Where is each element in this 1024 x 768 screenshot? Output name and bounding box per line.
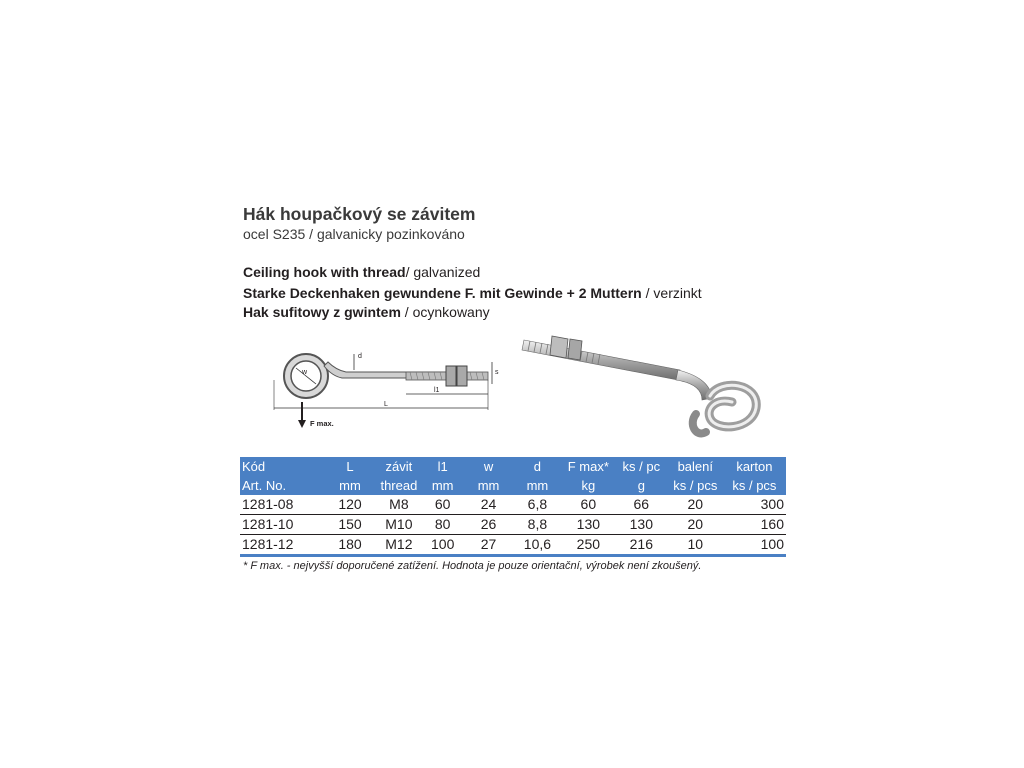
description-en xyxy=(243,264,480,280)
table-cell: 130 xyxy=(615,515,668,535)
table-cell: 150 xyxy=(324,515,377,535)
label-fmax: F max. xyxy=(310,419,334,428)
header-cell: karton xyxy=(723,457,786,476)
table-cell: 10 xyxy=(668,535,723,556)
nut-1 xyxy=(446,366,456,386)
table-cell: 24 xyxy=(464,495,513,515)
photo-rod xyxy=(522,340,680,380)
table-cell: 130 xyxy=(562,515,615,535)
table-cell: 120 xyxy=(324,495,377,515)
table-cell: M12 xyxy=(376,535,421,556)
table-cell: 20 xyxy=(668,495,723,515)
table-cell: 1281-10 xyxy=(240,515,324,535)
description-en-bold: Ceiling hook with thread xyxy=(243,264,406,280)
photo-nut-1 xyxy=(550,336,568,358)
header-cell: L xyxy=(324,457,377,476)
label-w: w xyxy=(302,369,308,376)
photo-nut-2 xyxy=(568,339,582,360)
header-cell: mm xyxy=(324,476,377,495)
label-d: d xyxy=(358,353,362,360)
table-cell: 180 xyxy=(324,535,377,556)
header-cell: kg xyxy=(562,476,615,495)
table-cell: 80 xyxy=(421,515,464,535)
table-cell: 66 xyxy=(615,495,668,515)
table-cell: 26 xyxy=(464,515,513,535)
table-cell: 100 xyxy=(421,535,464,556)
table-header-row-2 xyxy=(240,476,786,495)
header-cell: d xyxy=(513,457,562,476)
description-en-rest: / galvanized xyxy=(405,264,481,280)
table-row xyxy=(240,495,786,515)
header-cell: závit xyxy=(376,457,421,476)
table-cell: 60 xyxy=(562,495,615,515)
hook-product-photo xyxy=(520,328,790,448)
table-cell: 1281-08 xyxy=(240,495,324,515)
footnote: * F max. - nejvyšší doporučené zatížení. Hodnota je pouze orientační, výrobek není zkoušený. xyxy=(243,560,702,572)
table-cell: 216 xyxy=(615,535,668,556)
label-L: L xyxy=(384,401,388,408)
header-cell: balení xyxy=(668,457,723,476)
table-cell: 300 xyxy=(723,495,786,515)
table-cell: 10,6 xyxy=(513,535,562,556)
table-cell: M8 xyxy=(376,495,421,515)
label-l1: l1 xyxy=(434,387,440,394)
header-cell: mm xyxy=(464,476,513,495)
table-row xyxy=(240,515,786,535)
table-cell: 60 xyxy=(421,495,464,515)
description-pl-bold: Hak sufitowy z gwintem xyxy=(243,304,401,320)
header-cell: Kód xyxy=(240,457,324,476)
table-cell: 160 xyxy=(723,515,786,535)
photo-hook-tail xyxy=(693,414,706,433)
header-cell: mm xyxy=(513,476,562,495)
description-de-rest: / verzinkt xyxy=(641,285,702,301)
nut-2 xyxy=(457,366,467,386)
table-cell: 20 xyxy=(668,515,723,535)
table-cell: 6,8 xyxy=(513,495,562,515)
header-cell: F max* xyxy=(562,457,615,476)
product-title: Hák houpačkový se závitem xyxy=(243,204,476,224)
table-row xyxy=(240,535,786,556)
table-cell: 100 xyxy=(723,535,786,556)
header-cell: Art. No. xyxy=(240,476,324,495)
label-s: s xyxy=(495,369,499,376)
header-cell: g xyxy=(615,476,668,495)
description-de xyxy=(243,285,702,301)
description-de-bold: Starke Deckenhaken gewundene F. mit Gewinde + 2 Muttern xyxy=(243,285,642,301)
hook-dimension-diagram xyxy=(266,340,506,432)
table-cell: 1281-12 xyxy=(240,535,324,556)
header-cell: ks / pc xyxy=(615,457,668,476)
description-pl xyxy=(243,304,490,320)
table-cell: M10 xyxy=(376,515,421,535)
product-subtitle: ocel S235 / galvanicky pozinkováno xyxy=(243,226,465,242)
header-cell: ks / pcs xyxy=(723,476,786,495)
spec-table xyxy=(240,457,786,557)
header-cell: mm xyxy=(421,476,464,495)
table-cell: 250 xyxy=(562,535,615,556)
table-cell: 8,8 xyxy=(513,515,562,535)
description-pl-rest: / ocynkowany xyxy=(400,304,490,320)
header-cell: thread xyxy=(376,476,421,495)
header-cell: ks / pcs xyxy=(668,476,723,495)
header-cell: l1 xyxy=(421,457,464,476)
table-cell: 27 xyxy=(464,535,513,556)
table-header-row-1 xyxy=(240,457,786,476)
header-cell: w xyxy=(464,457,513,476)
